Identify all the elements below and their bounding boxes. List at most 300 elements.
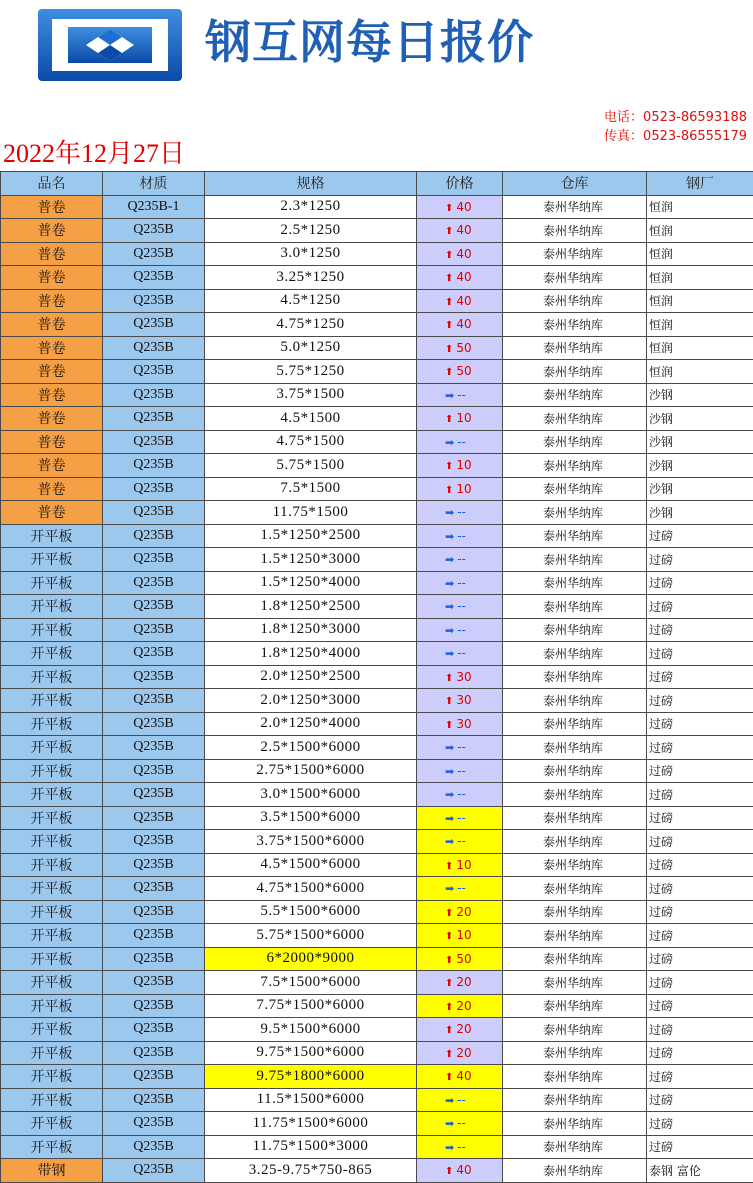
- price-change-cell: [417, 900, 503, 924]
- product-name-cell: 普卷: [1, 266, 103, 290]
- warehouse-cell: 泰州华纳库: [503, 924, 647, 948]
- steel-mill-cell: 恒润: [647, 242, 753, 266]
- table-row: [1, 454, 753, 478]
- product-name-cell: 开平板: [1, 642, 103, 666]
- arrow-right-icon: ➡: [445, 506, 454, 519]
- price-change-cell: [417, 360, 503, 384]
- table-row: [1, 289, 753, 313]
- arrow-right-icon: ➡: [445, 389, 454, 402]
- price-change-cell: [417, 407, 503, 431]
- table-row: [1, 1041, 753, 1065]
- steel-mill-cell: 过磅: [647, 947, 753, 971]
- price-change-cell: [417, 1018, 503, 1042]
- price-change-cell: [417, 524, 503, 548]
- table-row: [1, 759, 753, 783]
- price-change-cell: [417, 383, 503, 407]
- price-change-cell: [417, 971, 503, 995]
- warehouse-cell: 泰州华纳库: [503, 1065, 647, 1089]
- contact-info: [604, 108, 747, 146]
- table-header-row: [1, 172, 753, 196]
- table-row: [1, 877, 753, 901]
- spec-cell: 3.0*1250: [205, 242, 417, 266]
- arrow-up-icon: ⬆: [445, 696, 453, 707]
- arrow-up-icon: ⬆: [445, 1049, 453, 1060]
- arrow-right-icon: ➡: [445, 765, 454, 778]
- warehouse-cell: 泰州华纳库: [503, 689, 647, 713]
- material-cell: Q235B-1: [103, 195, 205, 219]
- spec-cell: 11.5*1500*6000: [205, 1088, 417, 1112]
- arrow-up-icon: ⬆: [445, 203, 453, 214]
- product-name-cell: 开平板: [1, 1041, 103, 1065]
- table-row: [1, 360, 753, 384]
- warehouse-cell: 泰州华纳库: [503, 219, 647, 243]
- warehouse-cell: 泰州华纳库: [503, 830, 647, 854]
- steel-mill-cell: 恒润: [647, 360, 753, 384]
- price-change-cell: [417, 430, 503, 454]
- table-row: [1, 266, 753, 290]
- steel-mill-cell: 过磅: [647, 759, 753, 783]
- material-cell: Q235B: [103, 665, 205, 689]
- phone-number: 电话：0523-86593188: [604, 108, 747, 127]
- arrow-right-icon: ➡: [445, 812, 454, 825]
- steel-mill-cell: 过磅: [647, 924, 753, 948]
- arrow-right-icon: ➡: [445, 577, 454, 590]
- table-body: [1, 195, 753, 1182]
- price-change-value: 30: [456, 717, 471, 731]
- price-change-value: 20: [456, 999, 471, 1013]
- column-header-material: 材质: [103, 172, 205, 196]
- steel-mill-cell: 恒润: [647, 313, 753, 337]
- table-row: [1, 712, 753, 736]
- product-name-cell: 普卷: [1, 195, 103, 219]
- spec-cell: 1.5*1250*4000: [205, 571, 417, 595]
- arrow-up-icon: ⬆: [445, 1072, 453, 1083]
- price-change-value: --: [457, 1116, 466, 1130]
- product-name-cell: 普卷: [1, 407, 103, 431]
- price-change-value: 40: [456, 1069, 471, 1083]
- table-row: [1, 1135, 753, 1159]
- spec-cell: 3.0*1500*6000: [205, 783, 417, 807]
- spec-cell: 3.75*1500: [205, 383, 417, 407]
- price-change-value: 40: [456, 317, 471, 331]
- page-title: 钢互网每日报价: [205, 12, 534, 72]
- material-cell: Q235B: [103, 947, 205, 971]
- price-change-cell: [417, 830, 503, 854]
- warehouse-cell: 泰州华纳库: [503, 1159, 647, 1183]
- material-cell: Q235B: [103, 1112, 205, 1136]
- warehouse-cell: 泰州华纳库: [503, 665, 647, 689]
- price-change-cell: [417, 689, 503, 713]
- price-change-value: 50: [456, 952, 471, 966]
- warehouse-cell: 泰州华纳库: [503, 971, 647, 995]
- arrow-up-icon: ⬆: [445, 978, 453, 989]
- warehouse-cell: 泰州华纳库: [503, 947, 647, 971]
- product-name-cell: 普卷: [1, 430, 103, 454]
- price-change-value: 10: [456, 458, 471, 472]
- fax-number: 传真：0523-86555179: [604, 127, 747, 146]
- product-name-cell: 开平板: [1, 571, 103, 595]
- material-cell: Q235B: [103, 595, 205, 619]
- spec-cell: 9.5*1500*6000: [205, 1018, 417, 1042]
- spec-cell: 3.25-9.75*750-865: [205, 1159, 417, 1183]
- price-change-cell: [417, 1088, 503, 1112]
- steel-mill-cell: 过磅: [647, 689, 753, 713]
- product-name-cell: 开平板: [1, 1135, 103, 1159]
- steel-mill-cell: 过磅: [647, 524, 753, 548]
- table-row: [1, 853, 753, 877]
- price-change-cell: [417, 806, 503, 830]
- spec-cell: 5.0*1250: [205, 336, 417, 360]
- price-change-cell: [417, 877, 503, 901]
- spec-cell: 9.75*1500*6000: [205, 1041, 417, 1065]
- price-change-value: --: [457, 1140, 466, 1154]
- product-name-cell: 普卷: [1, 501, 103, 525]
- arrow-right-icon: ➡: [445, 835, 454, 848]
- price-change-value: 40: [456, 294, 471, 308]
- warehouse-cell: 泰州华纳库: [503, 336, 647, 360]
- warehouse-cell: 泰州华纳库: [503, 1088, 647, 1112]
- price-change-cell: [417, 1135, 503, 1159]
- product-name-cell: 开平板: [1, 1018, 103, 1042]
- warehouse-cell: 泰州华纳库: [503, 313, 647, 337]
- warehouse-cell: 泰州华纳库: [503, 1135, 647, 1159]
- spec-cell: 7.5*1500: [205, 477, 417, 501]
- spec-cell: 4.5*1500*6000: [205, 853, 417, 877]
- product-name-cell: 开平板: [1, 665, 103, 689]
- table-row: [1, 1065, 753, 1089]
- steel-mill-cell: 恒润: [647, 266, 753, 290]
- price-change-cell: [417, 454, 503, 478]
- arrow-up-icon: ⬆: [445, 250, 453, 261]
- material-cell: Q235B: [103, 360, 205, 384]
- material-cell: Q235B: [103, 242, 205, 266]
- table-row: [1, 665, 753, 689]
- steel-mill-cell: 过磅: [647, 1065, 753, 1089]
- price-change-value: --: [457, 505, 466, 519]
- product-name-cell: 普卷: [1, 360, 103, 384]
- material-cell: Q235B: [103, 548, 205, 572]
- product-name-cell: 普卷: [1, 383, 103, 407]
- steel-mill-cell: 泰钢 富伦: [647, 1159, 753, 1183]
- product-name-cell: 开平板: [1, 524, 103, 548]
- warehouse-cell: 泰州华纳库: [503, 407, 647, 431]
- table-row: [1, 642, 753, 666]
- arrow-up-icon: ⬆: [445, 955, 453, 966]
- material-cell: Q235B: [103, 430, 205, 454]
- material-cell: Q235B: [103, 501, 205, 525]
- material-cell: Q235B: [103, 1065, 205, 1089]
- arrow-up-icon: ⬆: [445, 861, 453, 872]
- product-name-cell: 开平板: [1, 1112, 103, 1136]
- warehouse-cell: 泰州华纳库: [503, 477, 647, 501]
- spec-cell: 5.75*1500*6000: [205, 924, 417, 948]
- price-change-value: 20: [456, 905, 471, 919]
- warehouse-cell: 泰州华纳库: [503, 383, 647, 407]
- table-row: [1, 571, 753, 595]
- table-row: [1, 524, 753, 548]
- steel-mill-cell: 过磅: [647, 736, 753, 760]
- material-cell: Q235B: [103, 289, 205, 313]
- warehouse-cell: 泰州华纳库: [503, 571, 647, 595]
- spec-cell: 4.75*1500*6000: [205, 877, 417, 901]
- price-change-cell: [417, 477, 503, 501]
- price-change-value: --: [457, 740, 466, 754]
- spec-cell: 5.5*1500*6000: [205, 900, 417, 924]
- spec-cell: 3.25*1250: [205, 266, 417, 290]
- arrow-up-icon: ⬆: [445, 673, 453, 684]
- material-cell: Q235B: [103, 1041, 205, 1065]
- price-change-value: 30: [456, 670, 471, 684]
- steel-mill-cell: 沙钢: [647, 383, 753, 407]
- table-row: [1, 242, 753, 266]
- material-cell: Q235B: [103, 1135, 205, 1159]
- price-change-value: --: [457, 881, 466, 895]
- product-name-cell: 开平板: [1, 759, 103, 783]
- product-name-cell: 普卷: [1, 242, 103, 266]
- arrow-right-icon: ➡: [445, 1094, 454, 1107]
- price-change-value: --: [457, 834, 466, 848]
- warehouse-cell: 泰州华纳库: [503, 783, 647, 807]
- steel-mill-cell: 恒润: [647, 219, 753, 243]
- price-change-value: 40: [456, 247, 471, 261]
- arrow-right-icon: ➡: [445, 741, 454, 754]
- steel-mill-cell: 过磅: [647, 1018, 753, 1042]
- product-name-cell: 开平板: [1, 1065, 103, 1089]
- arrow-up-icon: ⬆: [445, 414, 453, 425]
- table-row: [1, 924, 753, 948]
- arrow-up-icon: ⬆: [445, 908, 453, 919]
- warehouse-cell: 泰州华纳库: [503, 759, 647, 783]
- material-cell: Q235B: [103, 571, 205, 595]
- steel-mill-cell: 沙钢: [647, 407, 753, 431]
- arrow-up-icon: ⬆: [445, 344, 453, 355]
- spec-cell: 11.75*1500: [205, 501, 417, 525]
- table-row: [1, 383, 753, 407]
- material-cell: Q235B: [103, 336, 205, 360]
- steel-mill-cell: 过磅: [647, 712, 753, 736]
- steel-mill-cell: 过磅: [647, 994, 753, 1018]
- steel-mill-cell: 沙钢: [647, 454, 753, 478]
- spec-cell: 5.75*1500: [205, 454, 417, 478]
- product-name-cell: 普卷: [1, 219, 103, 243]
- price-change-value: --: [457, 529, 466, 543]
- price-change-cell: [417, 548, 503, 572]
- warehouse-cell: 泰州华纳库: [503, 712, 647, 736]
- product-name-cell: 开平板: [1, 712, 103, 736]
- steel-mill-cell: 过磅: [647, 877, 753, 901]
- warehouse-cell: 泰州华纳库: [503, 900, 647, 924]
- price-change-value: 50: [456, 341, 471, 355]
- warehouse-cell: 泰州华纳库: [503, 548, 647, 572]
- spec-cell: 2.5*1500*6000: [205, 736, 417, 760]
- price-change-value: --: [457, 811, 466, 825]
- steel-mill-cell: 沙钢: [647, 477, 753, 501]
- spec-cell: 1.8*1250*3000: [205, 618, 417, 642]
- warehouse-cell: 泰州华纳库: [503, 242, 647, 266]
- price-change-value: --: [457, 764, 466, 778]
- column-header-warehouse: 仓库: [503, 172, 647, 196]
- material-cell: Q235B: [103, 806, 205, 830]
- steel-mill-cell: 过磅: [647, 1112, 753, 1136]
- table-row: [1, 219, 753, 243]
- material-cell: Q235B: [103, 454, 205, 478]
- warehouse-cell: 泰州华纳库: [503, 195, 647, 219]
- product-name-cell: 普卷: [1, 477, 103, 501]
- warehouse-cell: 泰州华纳库: [503, 595, 647, 619]
- table-row: [1, 900, 753, 924]
- material-cell: Q235B: [103, 642, 205, 666]
- product-name-cell: 普卷: [1, 313, 103, 337]
- price-change-cell: [417, 712, 503, 736]
- steel-mill-cell: 过磅: [647, 571, 753, 595]
- table-row: [1, 195, 753, 219]
- price-change-value: 10: [456, 482, 471, 496]
- price-change-value: --: [457, 435, 466, 449]
- spec-cell: 1.8*1250*4000: [205, 642, 417, 666]
- product-name-cell: 开平板: [1, 689, 103, 713]
- column-header-spec: 规格: [205, 172, 417, 196]
- material-cell: Q235B: [103, 971, 205, 995]
- price-change-cell: [417, 618, 503, 642]
- price-change-cell: [417, 595, 503, 619]
- product-name-cell: 普卷: [1, 289, 103, 313]
- material-cell: Q235B: [103, 994, 205, 1018]
- spec-cell: 7.5*1500*6000: [205, 971, 417, 995]
- arrow-up-icon: ⬆: [445, 461, 453, 472]
- table-row: [1, 689, 753, 713]
- spec-cell: 2.0*1250*4000: [205, 712, 417, 736]
- price-change-cell: [417, 642, 503, 666]
- price-change-cell: [417, 571, 503, 595]
- price-change-value: 40: [456, 270, 471, 284]
- warehouse-cell: 泰州华纳库: [503, 994, 647, 1018]
- price-change-cell: [417, 994, 503, 1018]
- material-cell: Q235B: [103, 618, 205, 642]
- material-cell: Q235B: [103, 477, 205, 501]
- spec-cell: 3.75*1500*6000: [205, 830, 417, 854]
- table-row: [1, 595, 753, 619]
- material-cell: Q235B: [103, 759, 205, 783]
- price-change-value: 20: [456, 1022, 471, 1036]
- steel-mill-cell: 沙钢: [647, 501, 753, 525]
- table-row: [1, 1112, 753, 1136]
- product-name-cell: 开平板: [1, 900, 103, 924]
- price-change-value: 50: [456, 364, 471, 378]
- price-change-value: --: [457, 787, 466, 801]
- price-change-cell: [417, 853, 503, 877]
- arrow-right-icon: ➡: [445, 436, 454, 449]
- warehouse-cell: 泰州华纳库: [503, 853, 647, 877]
- price-change-value: 20: [456, 1046, 471, 1060]
- spec-cell: 4.75*1250: [205, 313, 417, 337]
- spec-cell: 7.75*1500*6000: [205, 994, 417, 1018]
- spec-cell: 2.75*1500*6000: [205, 759, 417, 783]
- arrow-right-icon: ➡: [445, 1117, 454, 1130]
- price-change-value: 30: [456, 693, 471, 707]
- steel-mill-cell: 过磅: [647, 548, 753, 572]
- steel-mill-cell: 过磅: [647, 853, 753, 877]
- table-row: [1, 971, 753, 995]
- table-row: [1, 430, 753, 454]
- product-name-cell: 带钢: [1, 1159, 103, 1183]
- arrow-up-icon: ⬆: [445, 485, 453, 496]
- steel-mill-cell: 过磅: [647, 1135, 753, 1159]
- price-table: [0, 171, 753, 1183]
- material-cell: Q235B: [103, 219, 205, 243]
- price-change-cell: [417, 266, 503, 290]
- table-row: [1, 1018, 753, 1042]
- price-change-value: --: [457, 1093, 466, 1107]
- spec-cell: 4.5*1500: [205, 407, 417, 431]
- price-change-cell: [417, 1041, 503, 1065]
- table-row: [1, 994, 753, 1018]
- price-change-value: --: [457, 388, 466, 402]
- material-cell: Q235B: [103, 524, 205, 548]
- price-change-cell: [417, 313, 503, 337]
- price-change-cell: [417, 759, 503, 783]
- spec-cell: 4.75*1500: [205, 430, 417, 454]
- product-name-cell: 开平板: [1, 947, 103, 971]
- price-change-cell: [417, 1065, 503, 1089]
- arrow-right-icon: ➡: [445, 553, 454, 566]
- arrow-up-icon: ⬆: [445, 367, 453, 378]
- table-row: [1, 1088, 753, 1112]
- steel-mill-cell: 过磅: [647, 642, 753, 666]
- steel-mill-cell: 过磅: [647, 595, 753, 619]
- price-change-value: --: [457, 552, 466, 566]
- product-name-cell: 开平板: [1, 924, 103, 948]
- table-row: [1, 783, 753, 807]
- price-change-cell: [417, 219, 503, 243]
- material-cell: Q235B: [103, 924, 205, 948]
- material-cell: Q235B: [103, 712, 205, 736]
- product-name-cell: 普卷: [1, 454, 103, 478]
- price-change-cell: [417, 924, 503, 948]
- arrow-right-icon: ➡: [445, 882, 454, 895]
- spec-cell: 2.0*1250*2500: [205, 665, 417, 689]
- spec-cell: 11.75*1500*6000: [205, 1112, 417, 1136]
- spec-cell: 9.75*1800*6000: [205, 1065, 417, 1089]
- steel-mill-cell: 恒润: [647, 195, 753, 219]
- price-change-cell: [417, 336, 503, 360]
- arrow-up-icon: ⬆: [445, 720, 453, 731]
- table-row: [1, 548, 753, 572]
- product-name-cell: 开平板: [1, 595, 103, 619]
- table-row: [1, 313, 753, 337]
- warehouse-cell: 泰州华纳库: [503, 454, 647, 478]
- material-cell: Q235B: [103, 266, 205, 290]
- price-change-value: --: [457, 646, 466, 660]
- warehouse-cell: 泰州华纳库: [503, 806, 647, 830]
- price-change-cell: [417, 242, 503, 266]
- table-row: [1, 736, 753, 760]
- steel-mill-cell: 过磅: [647, 618, 753, 642]
- spec-cell: 2.3*1250: [205, 195, 417, 219]
- table-row: [1, 1159, 753, 1183]
- warehouse-cell: 泰州华纳库: [503, 266, 647, 290]
- material-cell: Q235B: [103, 853, 205, 877]
- price-change-value: 10: [456, 411, 471, 425]
- price-change-value: 10: [456, 928, 471, 942]
- spec-cell: 5.75*1250: [205, 360, 417, 384]
- material-cell: Q235B: [103, 830, 205, 854]
- warehouse-cell: 泰州华纳库: [503, 642, 647, 666]
- steel-mill-cell: 过磅: [647, 830, 753, 854]
- company-logo: [38, 9, 182, 81]
- arrow-right-icon: ➡: [445, 647, 454, 660]
- steel-mill-cell: 过磅: [647, 1088, 753, 1112]
- spec-cell: 3.5*1500*6000: [205, 806, 417, 830]
